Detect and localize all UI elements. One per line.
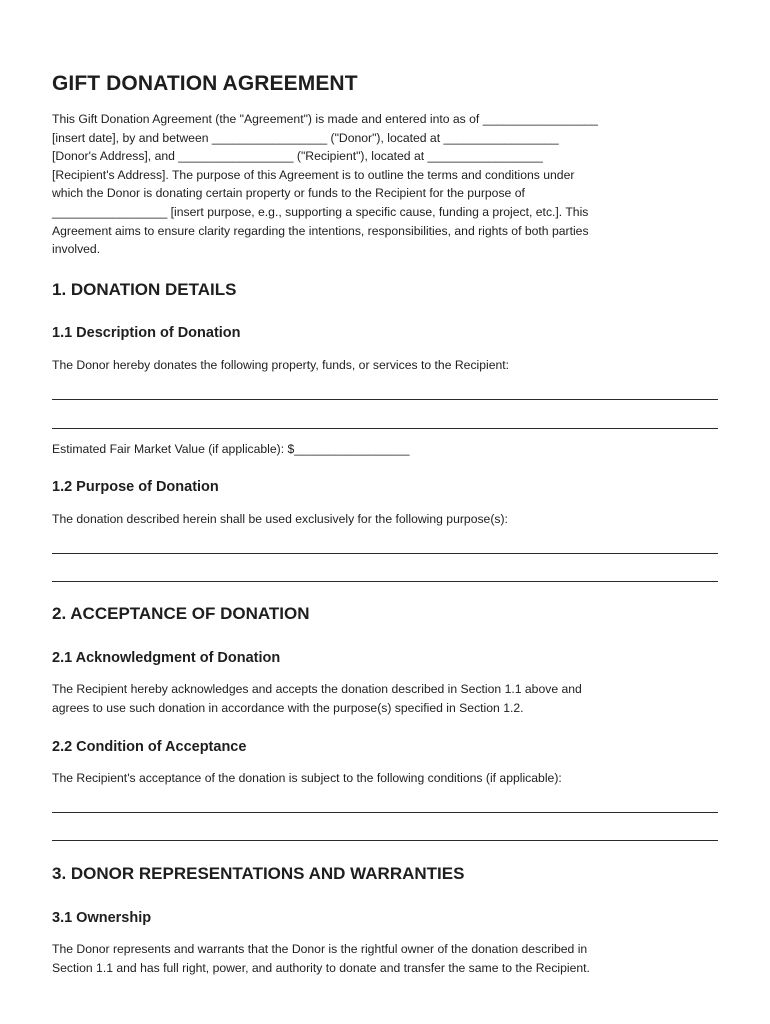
intro-line: [Donor's Address], and _________________ ("Recipient"), located at _________________ (52, 149, 543, 164)
intro-line: which the Donor is donating certain property or funds to the Recipient for the purpose of (52, 186, 525, 201)
intro-line: [Recipient's Address]. The purpose of this Agreement is to outline the terms and conditions under (52, 167, 575, 182)
section-2-1-text (52, 680, 718, 717)
section-2-heading: 2. ACCEPTANCE OF DONATION (52, 604, 310, 623)
fill-in-line (52, 840, 718, 841)
document-title: GIFT DONATION AGREEMENT (52, 72, 358, 95)
section-1-1-text: The Donor hereby donates the following property, funds, or services to the Recipient: (52, 358, 510, 372)
fill-in-line (52, 553, 718, 554)
intro-line: _________________ [insert purpose, e.g., supporting a specific cause, funding a project, etc.]. This (52, 204, 589, 219)
section-2-2-text: The Recipient's acceptance of the donation is subject to the following conditions (if applicable): (52, 771, 562, 785)
section-2-2-heading: 2.2 Condition of Acceptance (52, 739, 247, 755)
section-3-1-text (52, 940, 718, 977)
fill-in-line (52, 399, 718, 400)
paragraph-line: The Donor represents and warrants that the Donor is the rightful owner of the donation described in (52, 942, 588, 956)
intro-line: [insert date], by and between _________________ ("Donor"), located at _________________ (52, 130, 559, 145)
intro-line: Agreement aims to ensure clarity regarding the intentions, responsibilities, and rights of both parties (52, 223, 589, 238)
section-1-2-text: The donation described herein shall be used exclusively for the following purpose(s): (52, 512, 508, 526)
section-1-1-heading: 1.1 Description of Donation (52, 325, 241, 341)
section-1-2-heading: 1.2 Purpose of Donation (52, 479, 219, 495)
section-1-heading: 1. DONATION DETAILS (52, 280, 237, 299)
fill-in-line (52, 428, 718, 429)
intro-paragraph (52, 110, 718, 259)
intro-line: This Gift Donation Agreement (the "Agreement") is made and entered into as of _________________ (52, 112, 598, 126)
fill-in-line (52, 581, 718, 582)
paragraph-line: agrees to use such donation in accordance with the purpose(s) specified in Section 1.2. (52, 700, 524, 715)
section-3-1-heading: 3.1 Ownership (52, 910, 152, 926)
intro-line: involved. (52, 242, 101, 257)
fill-in-line (52, 812, 718, 813)
paragraph-line: The Recipient hereby acknowledges and accepts the donation described in Section 1.1 above and (52, 682, 582, 696)
fair-market-value-line: Estimated Fair Market Value (if applicable): $_________________ (52, 442, 410, 456)
section-2-1-heading: 2.1 Acknowledgment of Donation (52, 650, 281, 666)
paragraph-line: Section 1.1 and has full right, power, and authority to donate and transfer the same to the Recipient. (52, 960, 590, 975)
section-3-heading: 3. DONOR REPRESENTATIONS AND WARRANTIES (52, 864, 465, 883)
